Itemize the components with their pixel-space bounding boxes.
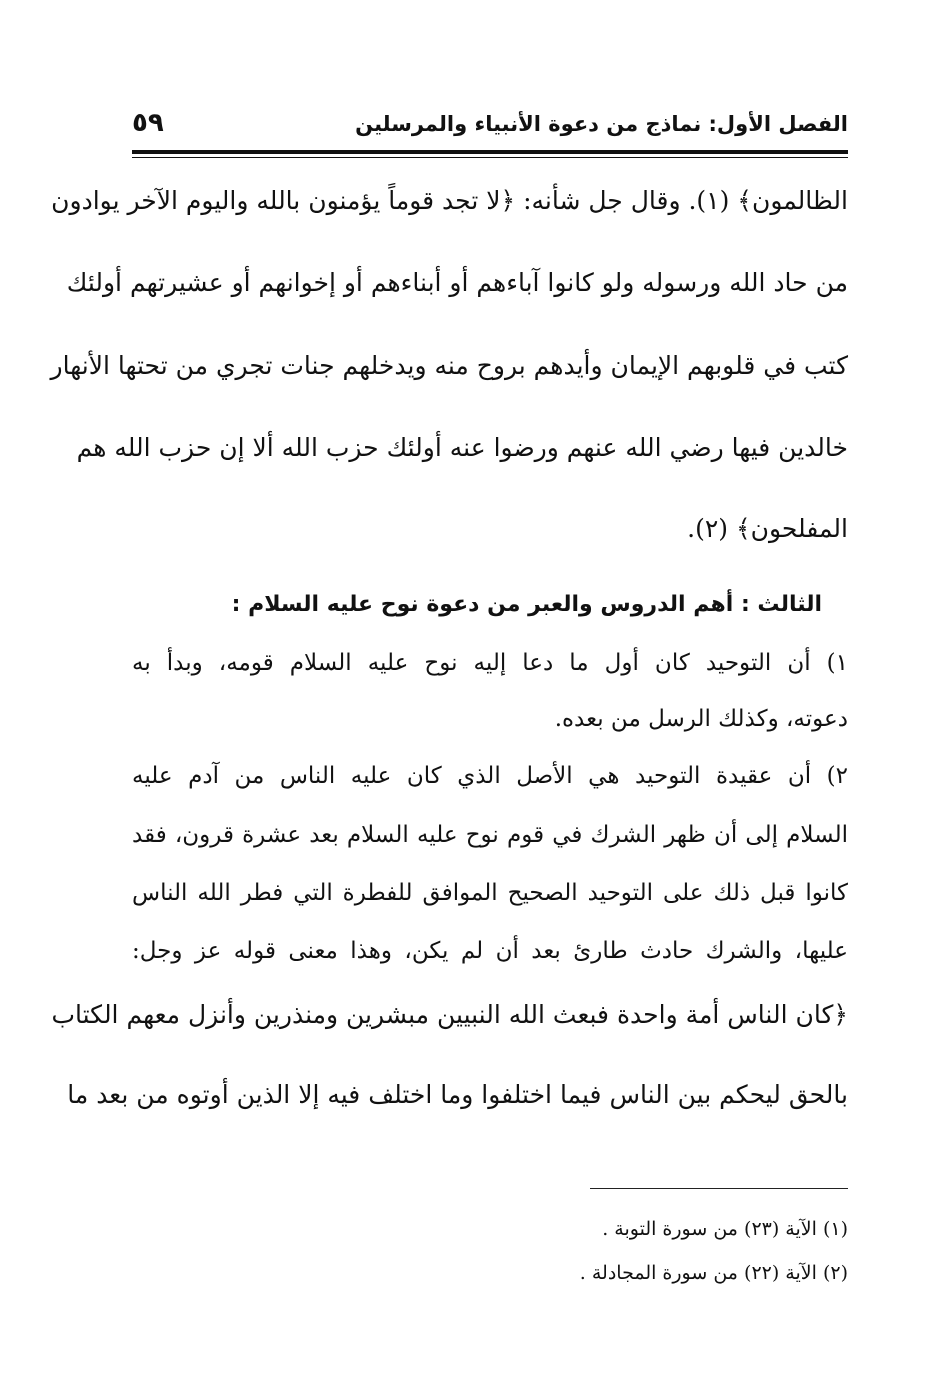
footnote-1: (١) الآية (٢٣) من سورة التوبة .	[602, 1218, 848, 1240]
verse-line-1: الظالمون﴾ (١). وقال جل شأنه: ﴿لا تجد قوماً يؤمنون بالله واليوم الآخر يوادون	[51, 186, 848, 215]
point-2-line-1: ٢) أن عقيدة التوحيد هي الأصل الذي كان عليه الناس من آدم عليه	[132, 763, 848, 789]
verse-line-2: من حاد الله ورسوله ولو كانوا آباءهم أو أبناءهم أو إخوانهم أو عشيرتهم أولئك	[66, 268, 848, 297]
verse-line-4: خالدين فيها رضي الله عنهم ورضوا عنه أولئك حزب الله ألا إن حزب الله هم	[76, 433, 848, 462]
verse-line-3: كتب في قلوبهم الإيمان وأيدهم بروح منه ويدخلهم جنات تجري من تحتها الأنهار	[50, 351, 848, 380]
point-2-line-3: كانوا قبل ذلك على التوحيد الصحيح الموافق للفطرة التي فطر الله الناس	[132, 880, 848, 906]
header-rule-thick	[132, 150, 848, 154]
footnote-separator	[590, 1188, 848, 1189]
point-2-line-2: السلام إلى أن ظهر الشرك في قوم نوح عليه السلام بعد عشرة قرون، فقد	[132, 822, 848, 848]
point-2-line-4: عليها، والشرك حادث طارئ بعد أن لم يكن، وهذا معنى قوله عز وجل:	[132, 938, 848, 964]
header-rule-thin	[132, 157, 848, 158]
quran-verse-line-2: بالحق ليحكم بين الناس فيما اختلفوا وما اختلف فيه إلا الذين أوتوه من بعد ما	[67, 1080, 848, 1109]
footnote-2: (٢) الآية (٢٢) من سورة المجادلة .	[579, 1262, 848, 1284]
page-header	[132, 108, 848, 152]
point-1-line-1: ١) أن التوحيد كان أول ما دعا إليه نوح عليه السلام قومه، وبدأ به	[132, 650, 848, 676]
quran-verse-line-1: ﴿كان الناس أمة واحدة فبعث الله النبيين مبشرين ومنذرين وأنزل معهم الكتاب	[51, 1000, 848, 1029]
verse-line-5: المفلحون﴾ (٢).	[687, 514, 848, 543]
point-1-line-2: دعوته، وكذلك الرسل من بعده.	[554, 706, 848, 732]
running-title: الفصل الأول: نماذج من دعوة الأنبياء والمرسلين	[355, 112, 848, 136]
page-number: ٥٩	[132, 108, 164, 138]
section-heading: الثالث : أهم الدروس والعبر من دعوة نوح عليه السلام :	[231, 592, 822, 617]
